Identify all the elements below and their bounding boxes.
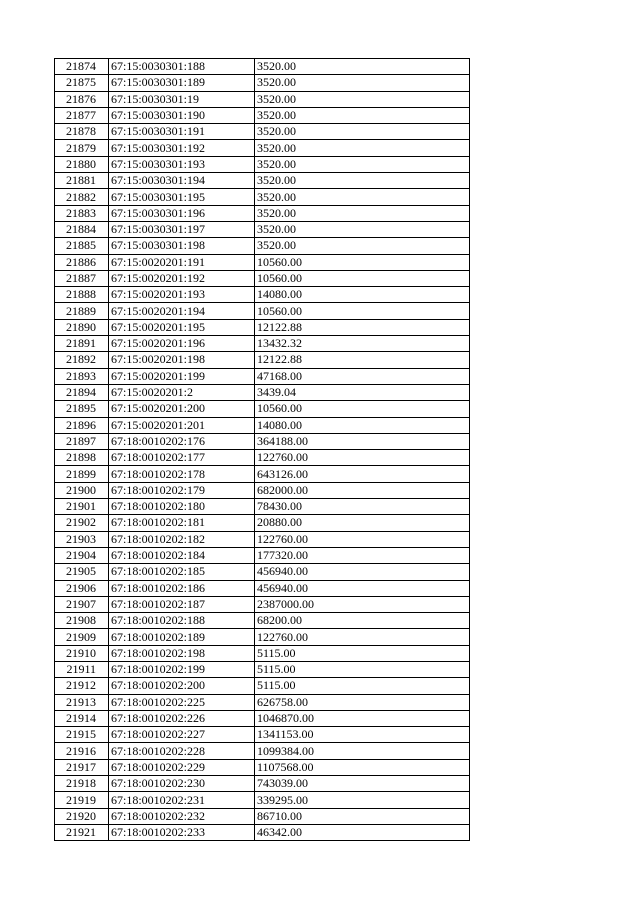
cadastral-value: 3520.00 [255,156,470,172]
table-row [55,580,470,596]
row-number: 21895 [55,401,109,417]
cadastral-number: 67:18:0010202:184 [109,547,255,563]
cadastral-number: 67:18:0010202:231 [109,792,255,808]
cadastral-number: 67:18:0010202:177 [109,450,255,466]
table-row [55,482,470,498]
cadastral-value: 3520.00 [255,173,470,189]
row-number: 21889 [55,303,109,319]
cadastral-number: 67:18:0010202:188 [109,613,255,629]
cadastral-number: 67:15:0030301:198 [109,238,255,254]
cadastral-number: 67:15:0030301:192 [109,140,255,156]
cadastral-number: 67:18:0010202:199 [109,661,255,677]
table-row [55,694,470,710]
row-number: 21893 [55,368,109,384]
row-number: 21900 [55,482,109,498]
cadastral-value: 10560.00 [255,254,470,270]
row-number: 21878 [55,124,109,140]
cadastral-value: 5115.00 [255,678,470,694]
cadastral-number: 67:15:0030301:193 [109,156,255,172]
cadastral-value: 626758.00 [255,694,470,710]
table-row [55,205,470,221]
cadastral-value: 5115.00 [255,661,470,677]
row-number: 21905 [55,564,109,580]
cadastral-number: 67:18:0010202:227 [109,727,255,743]
row-number: 21918 [55,776,109,792]
row-number: 21892 [55,352,109,368]
cadastral-number: 67:15:0020201:191 [109,254,255,270]
table-row [55,433,470,449]
row-number: 21894 [55,384,109,400]
table-row [55,531,470,547]
table-row [55,776,470,792]
cadastral-value: 3520.00 [255,91,470,107]
cadastral-value: 3439.04 [255,384,470,400]
table-row [55,727,470,743]
table-row [55,499,470,515]
cadastral-number: 67:18:0010202:200 [109,678,255,694]
table-row [55,287,470,303]
table-row [55,75,470,91]
table-row [55,189,470,205]
cadastral-value: 364188.00 [255,433,470,449]
row-number: 21910 [55,645,109,661]
table-row [55,808,470,824]
cadastral-value: 1046870.00 [255,710,470,726]
cadastral-number: 67:18:0010202:178 [109,466,255,482]
table-row [55,710,470,726]
cadastral-number: 67:18:0010202:232 [109,808,255,824]
cadastral-number: 67:18:0010202:182 [109,531,255,547]
cadastral-number: 67:15:0030301:188 [109,59,255,75]
cadastral-number: 67:18:0010202:189 [109,629,255,645]
table-row [55,515,470,531]
row-number: 21912 [55,678,109,694]
cadastral-number: 67:15:0020201:196 [109,336,255,352]
table-row [55,792,470,808]
cadastral-number: 67:15:0020201:2 [109,384,255,400]
cadastral-number: 67:18:0010202:229 [109,759,255,775]
row-number: 21885 [55,238,109,254]
cadastral-value: 14080.00 [255,417,470,433]
table-row [55,221,470,237]
row-number: 21897 [55,433,109,449]
row-number: 21877 [55,107,109,123]
cadastral-value: 456940.00 [255,580,470,596]
cadastral-number: 67:15:0020201:200 [109,401,255,417]
table-row [55,743,470,759]
table-row [55,450,470,466]
row-number: 21904 [55,547,109,563]
cadastral-value: 5115.00 [255,645,470,661]
table-body [55,59,470,841]
table-row [55,678,470,694]
cadastral-value: 10560.00 [255,303,470,319]
cadastral-value: 2387000.00 [255,596,470,612]
row-number: 21899 [55,466,109,482]
row-number: 21880 [55,156,109,172]
table-row [55,417,470,433]
table-row [55,547,470,563]
cadastral-value: 122760.00 [255,450,470,466]
cadastral-value: 743039.00 [255,776,470,792]
row-number: 21886 [55,254,109,270]
cadastral-value: 339295.00 [255,792,470,808]
row-number: 21903 [55,531,109,547]
row-number: 21917 [55,759,109,775]
table-row [55,759,470,775]
cadastral-value-table [54,58,470,841]
cadastral-value: 456940.00 [255,564,470,580]
table-row [55,91,470,107]
table-row [55,124,470,140]
cadastral-number: 67:18:0010202:179 [109,482,255,498]
cadastral-number: 67:18:0010202:181 [109,515,255,531]
cadastral-value: 12122.88 [255,352,470,368]
row-number: 21881 [55,173,109,189]
cadastral-value: 78430.00 [255,499,470,515]
cadastral-number: 67:15:0020201:199 [109,368,255,384]
cadastral-value: 3520.00 [255,75,470,91]
cadastral-value: 14080.00 [255,287,470,303]
table-row [55,384,470,400]
cadastral-number: 67:18:0010202:225 [109,694,255,710]
row-number: 21902 [55,515,109,531]
row-number: 21911 [55,661,109,677]
table-row [55,140,470,156]
cadastral-number: 67:18:0010202:176 [109,433,255,449]
cadastral-number: 67:15:0030301:197 [109,221,255,237]
cadastral-value: 12122.88 [255,319,470,335]
cadastral-value: 1341153.00 [255,727,470,743]
row-number: 21909 [55,629,109,645]
row-number: 21883 [55,205,109,221]
cadastral-number: 67:15:0020201:192 [109,270,255,286]
cadastral-number: 67:15:0020201:198 [109,352,255,368]
row-number: 21913 [55,694,109,710]
table-row [55,156,470,172]
cadastral-number: 67:15:0030301:190 [109,107,255,123]
row-number: 21919 [55,792,109,808]
cadastral-value: 3520.00 [255,221,470,237]
cadastral-value: 46342.00 [255,824,470,840]
cadastral-number: 67:15:0030301:189 [109,75,255,91]
table-row [55,596,470,612]
cadastral-value: 682000.00 [255,482,470,498]
cadastral-value: 643126.00 [255,466,470,482]
cadastral-value: 177320.00 [255,547,470,563]
table-row [55,401,470,417]
cadastral-value: 10560.00 [255,270,470,286]
table-row [55,336,470,352]
cadastral-number: 67:15:0020201:195 [109,319,255,335]
cadastral-value: 1107568.00 [255,759,470,775]
row-number: 21879 [55,140,109,156]
cadastral-number: 67:18:0010202:226 [109,710,255,726]
cadastral-number: 67:15:0020201:201 [109,417,255,433]
table-row [55,254,470,270]
cadastral-number: 67:15:0030301:196 [109,205,255,221]
table-row [55,613,470,629]
row-number: 21915 [55,727,109,743]
row-number: 21906 [55,580,109,596]
row-number: 21907 [55,596,109,612]
cadastral-number: 67:15:0030301:19 [109,91,255,107]
cadastral-value: 3520.00 [255,205,470,221]
row-number: 21901 [55,499,109,515]
cadastral-number: 67:15:0020201:194 [109,303,255,319]
row-number: 21874 [55,59,109,75]
cadastral-value: 122760.00 [255,531,470,547]
cadastral-value: 3520.00 [255,59,470,75]
cadastral-value: 10560.00 [255,401,470,417]
table-row [55,238,470,254]
cadastral-value: 122760.00 [255,629,470,645]
table-row [55,303,470,319]
cadastral-value: 20880.00 [255,515,470,531]
table-row [55,352,470,368]
row-number: 21875 [55,75,109,91]
table-row [55,661,470,677]
cadastral-number: 67:18:0010202:187 [109,596,255,612]
cadastral-number: 67:18:0010202:233 [109,824,255,840]
cadastral-number: 67:15:0030301:195 [109,189,255,205]
cadastral-number: 67:18:0010202:186 [109,580,255,596]
table-row [55,645,470,661]
cadastral-value: 3520.00 [255,189,470,205]
row-number: 21921 [55,824,109,840]
cadastral-number: 67:18:0010202:198 [109,645,255,661]
row-number: 21876 [55,91,109,107]
cadastral-number: 67:18:0010202:185 [109,564,255,580]
row-number: 21887 [55,270,109,286]
table-row [55,59,470,75]
cadastral-number: 67:15:0020201:193 [109,287,255,303]
table-row [55,368,470,384]
row-number: 21888 [55,287,109,303]
row-number: 21890 [55,319,109,335]
row-number: 21908 [55,613,109,629]
cadastral-number: 67:18:0010202:230 [109,776,255,792]
table-row [55,107,470,123]
cadastral-number: 67:15:0030301:194 [109,173,255,189]
cadastral-number: 67:18:0010202:180 [109,499,255,515]
cadastral-value: 3520.00 [255,124,470,140]
table-row [55,564,470,580]
cadastral-value: 3520.00 [255,107,470,123]
cadastral-value: 68200.00 [255,613,470,629]
table-row [55,319,470,335]
table-row [55,466,470,482]
cadastral-number: 67:15:0030301:191 [109,124,255,140]
cadastral-number: 67:18:0010202:228 [109,743,255,759]
table-row [55,629,470,645]
cadastral-value: 47168.00 [255,368,470,384]
row-number: 21882 [55,189,109,205]
table-row [55,270,470,286]
cadastral-value: 13432.32 [255,336,470,352]
row-number: 21920 [55,808,109,824]
row-number: 21916 [55,743,109,759]
row-number: 21896 [55,417,109,433]
table-row [55,173,470,189]
cadastral-value: 1099384.00 [255,743,470,759]
cadastral-value: 3520.00 [255,140,470,156]
cadastral-value: 3520.00 [255,238,470,254]
table-row [55,824,470,840]
row-number: 21914 [55,710,109,726]
cadastral-value: 86710.00 [255,808,470,824]
row-number: 21884 [55,221,109,237]
row-number: 21891 [55,336,109,352]
row-number: 21898 [55,450,109,466]
